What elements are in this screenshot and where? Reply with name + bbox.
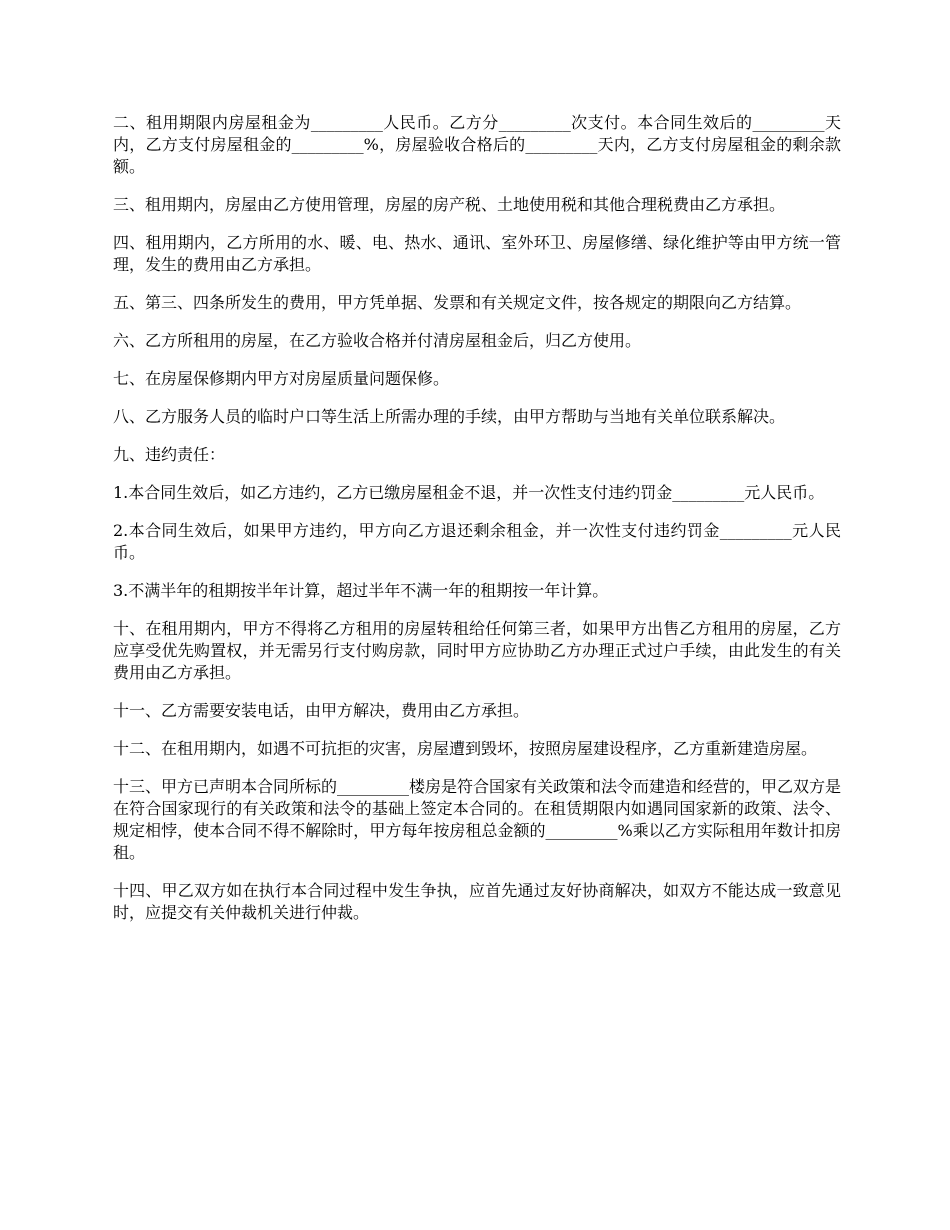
clause-6-handover: 六、乙方所租用的房屋，在乙方验收合格并付清房屋租金后，归乙方使用。 [113, 331, 642, 350]
clause-5-settlement: 五、第三、四条所发生的费用，甲方凭单据、发票和有关规定文件，按各规定的期限向乙方结算。 [113, 293, 802, 312]
clause-12-force-majeure: 十二、在租用期内，如遇不可抗拒的灾害，房屋遭到毁坏，按照房屋建设程序，乙方重新建造房屋。 [113, 739, 818, 758]
clause-14-dispute-resolution: 十四、甲乙双方如在执行本合同过程中发生争执，应首先通过友好协商解决，如双方不能达成一致意见时，应提交有关仲裁机关进行仲裁。 [113, 881, 841, 922]
clause-8-residency-procedures: 八、乙方服务人员的临时户口等生活上所需办理的手续，由甲方帮助与当地有关单位联系解决。 [113, 407, 786, 426]
clause-9-item-3: 3.不满半年的租期按半年计算，超过半年不满一年的租期按一年计算。 [113, 581, 609, 600]
clause-3-use-and-taxes: 三、租用期内，房屋由乙方使用管理，房屋的房产税、土地使用税和其他合理税费由乙方承担。 [113, 195, 786, 214]
clause-13-policy-compliance: 十三、甲方已声明本合同所标的_________楼房是符合国家有关政策和法令而建造和经营的，甲乙双方是在符合国家现行的有关政策和法令的基础上签定本合同的。在租赁期限内如遇同国家新的政策、法令、规定相悖，使本合同不得不解除时，甲方每年按房租总金额的_________%乘以乙方实际租用年数计扣房租。 [113, 777, 842, 862]
clause-10-sublease: 十、在租用期内，甲方不得将乙方租用的房屋转租给任何第三者，如果甲方出售乙方租用的房屋，乙方应享受优先购置权，并无需另行支付购房款，同时甲方应协助乙方办理正式过户手续，由此发生的有关费用由乙方承担。 [113, 619, 841, 682]
contract-body [113, 112, 841, 940]
clause-11-telephone: 十一、乙方需要安装电话，由甲方解决，费用由乙方承担。 [113, 701, 530, 720]
clause-7-warranty: 七、在房屋保修期内甲方对房屋质量问题保修。 [113, 369, 450, 388]
clause-9-item-2: 2.本合同生效后，如果甲方违约，甲方向乙方退还剩余租金，并一次性支付违约罚金_________元人民币。 [113, 521, 841, 562]
clause-9-liability-heading: 九、违约责任： [113, 445, 226, 464]
clause-9-item-1: 1.本合同生效后，如乙方违约，乙方已缴房屋租金不退，并一次性支付违约罚金_________元人民币。 [113, 483, 825, 502]
clause-2-rent-payment: 二、租用期限内房屋租金为_________人民币。乙方分_________次支付。本合同生效后的_________天内，乙方支付房屋租金的_________%，房屋验收合格后的_________天内，乙方支付房屋租金的剩余款额。 [113, 113, 841, 176]
clause-4-utilities: 四、租用期内，乙方所用的水、暖、电、热水、通讯、室外环卫、房屋修缮、绿化维护等由甲方统一管理，发生的费用由乙方承担。 [113, 233, 841, 274]
